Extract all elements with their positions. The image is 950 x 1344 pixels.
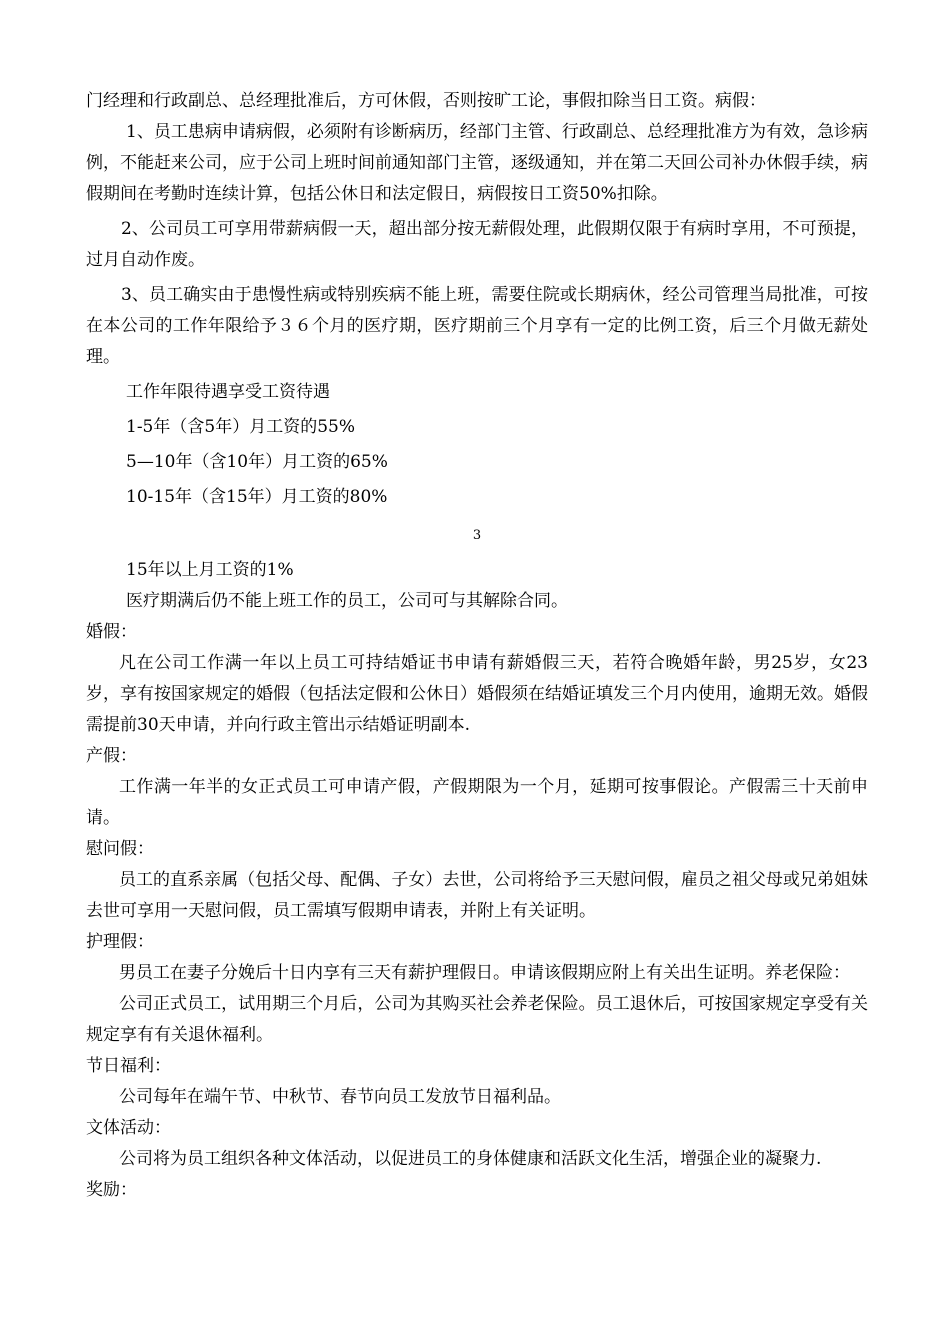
- condolence-leave-title: 慰问假：: [86, 839, 154, 859]
- document-page: [86, 86, 868, 1206]
- page-number: 3: [472, 528, 482, 543]
- condolence-leave-text: 员工的直系亲属（包括父母、配偶、子女）去世，公司将给予三天慰问假，雇员之祖父母或兄弟姐妹去世可享用一天慰问假，员工需填写假期申请表，并附上有关证明。: [86, 870, 868, 921]
- holiday-welfare-text: 公司每年在端午节、中秋节、春节向员工发放节日福利品。: [119, 1087, 561, 1107]
- marriage-leave-text: 凡在公司工作满一年以上员工可持结婚证书申请有薪婚假三天，若符合晚婚年龄，男25岁，女23岁，享有按国家规定的婚假（包括法定假和公休日）婚假须在结婚证填发三个月内使用，逾期无效。婚假需提前30天申请，并向行政主管出示结婚证明副本.: [86, 653, 868, 735]
- sick-leave-rule-2: 2、公司员工可享用带薪病假一天，超出部分按无薪假处理，此假期仅限于有病时享用，不可预提，过月自动作废。: [86, 219, 868, 270]
- benefit-tier-3: 10-15年（含15年）月工资的80%: [126, 487, 388, 507]
- maternity-leave-title: 产假：: [86, 746, 137, 766]
- culture-activity-title: 文体活动：: [86, 1118, 171, 1138]
- pension-text: 公司正式员工，试用期三个月后，公司为其购买社会养老保险。员工退休后，可按国家规定享受有关规定享有有关退休福利。: [86, 994, 868, 1045]
- marriage-leave-title: 婚假：: [86, 622, 137, 642]
- nursing-leave-title: 护理假：: [86, 932, 154, 952]
- nursing-leave-text: 男员工在妻子分娩后十日内享有三天有薪护理假日。申请该假期应附上有关出生证明。养老保险：: [119, 963, 850, 983]
- continuation-line: 门经理和行政副总、总经理批准后，方可休假，否则按旷工论，事假扣除当日工资。病假：: [86, 91, 766, 111]
- sick-leave-rule-1: 1、员工患病申请病假，必须附有诊断病历，经部门主管、行政副总、总经理批准方为有效，急诊病例，不能赶来公司，应于公司上班时间前通知部门主管，逐级通知，并在第二天回公司补办休假手续，病假期间在考勤时连续计算，包括公休日和法定假日，病假按日工资50%扣除。: [86, 122, 868, 204]
- sick-leave-rule-3: 3、员工确实由于患慢性病或特别疾病不能上班，需要住院或长期病休，经公司管理当局批准，可按在本公司的工作年限给予３６个月的医疗期，医疗期前三个月享有一定的比例工资，后三个月做无薪处理。: [86, 285, 868, 367]
- culture-activity-text: 公司将为员工组织各种文体活动，以促进员工的身体健康和活跃文化生活，增强企业的凝聚力.: [119, 1149, 822, 1169]
- maternity-leave-text: 工作满一年半的女正式员工可申请产假，产假期限为一个月，延期可按事假论。产假需三十天前申请。: [86, 777, 868, 828]
- holiday-welfare-title: 节日福利：: [86, 1056, 171, 1076]
- benefit-tier-1: 1-5年（含5年）月工资的55%: [126, 417, 355, 437]
- reward-title: 奖励：: [86, 1180, 137, 1200]
- benefit-table-header: 工作年限待遇享受工资待遇: [126, 382, 330, 402]
- benefit-tier-2: 5—10年（含10年）月工资的65%: [126, 452, 388, 472]
- medical-period-end: 医疗期满后仍不能上班工作的员工，公司可与其解除合同。: [126, 591, 568, 611]
- benefit-tier-4: 15年以上月工资的1%: [126, 560, 294, 580]
